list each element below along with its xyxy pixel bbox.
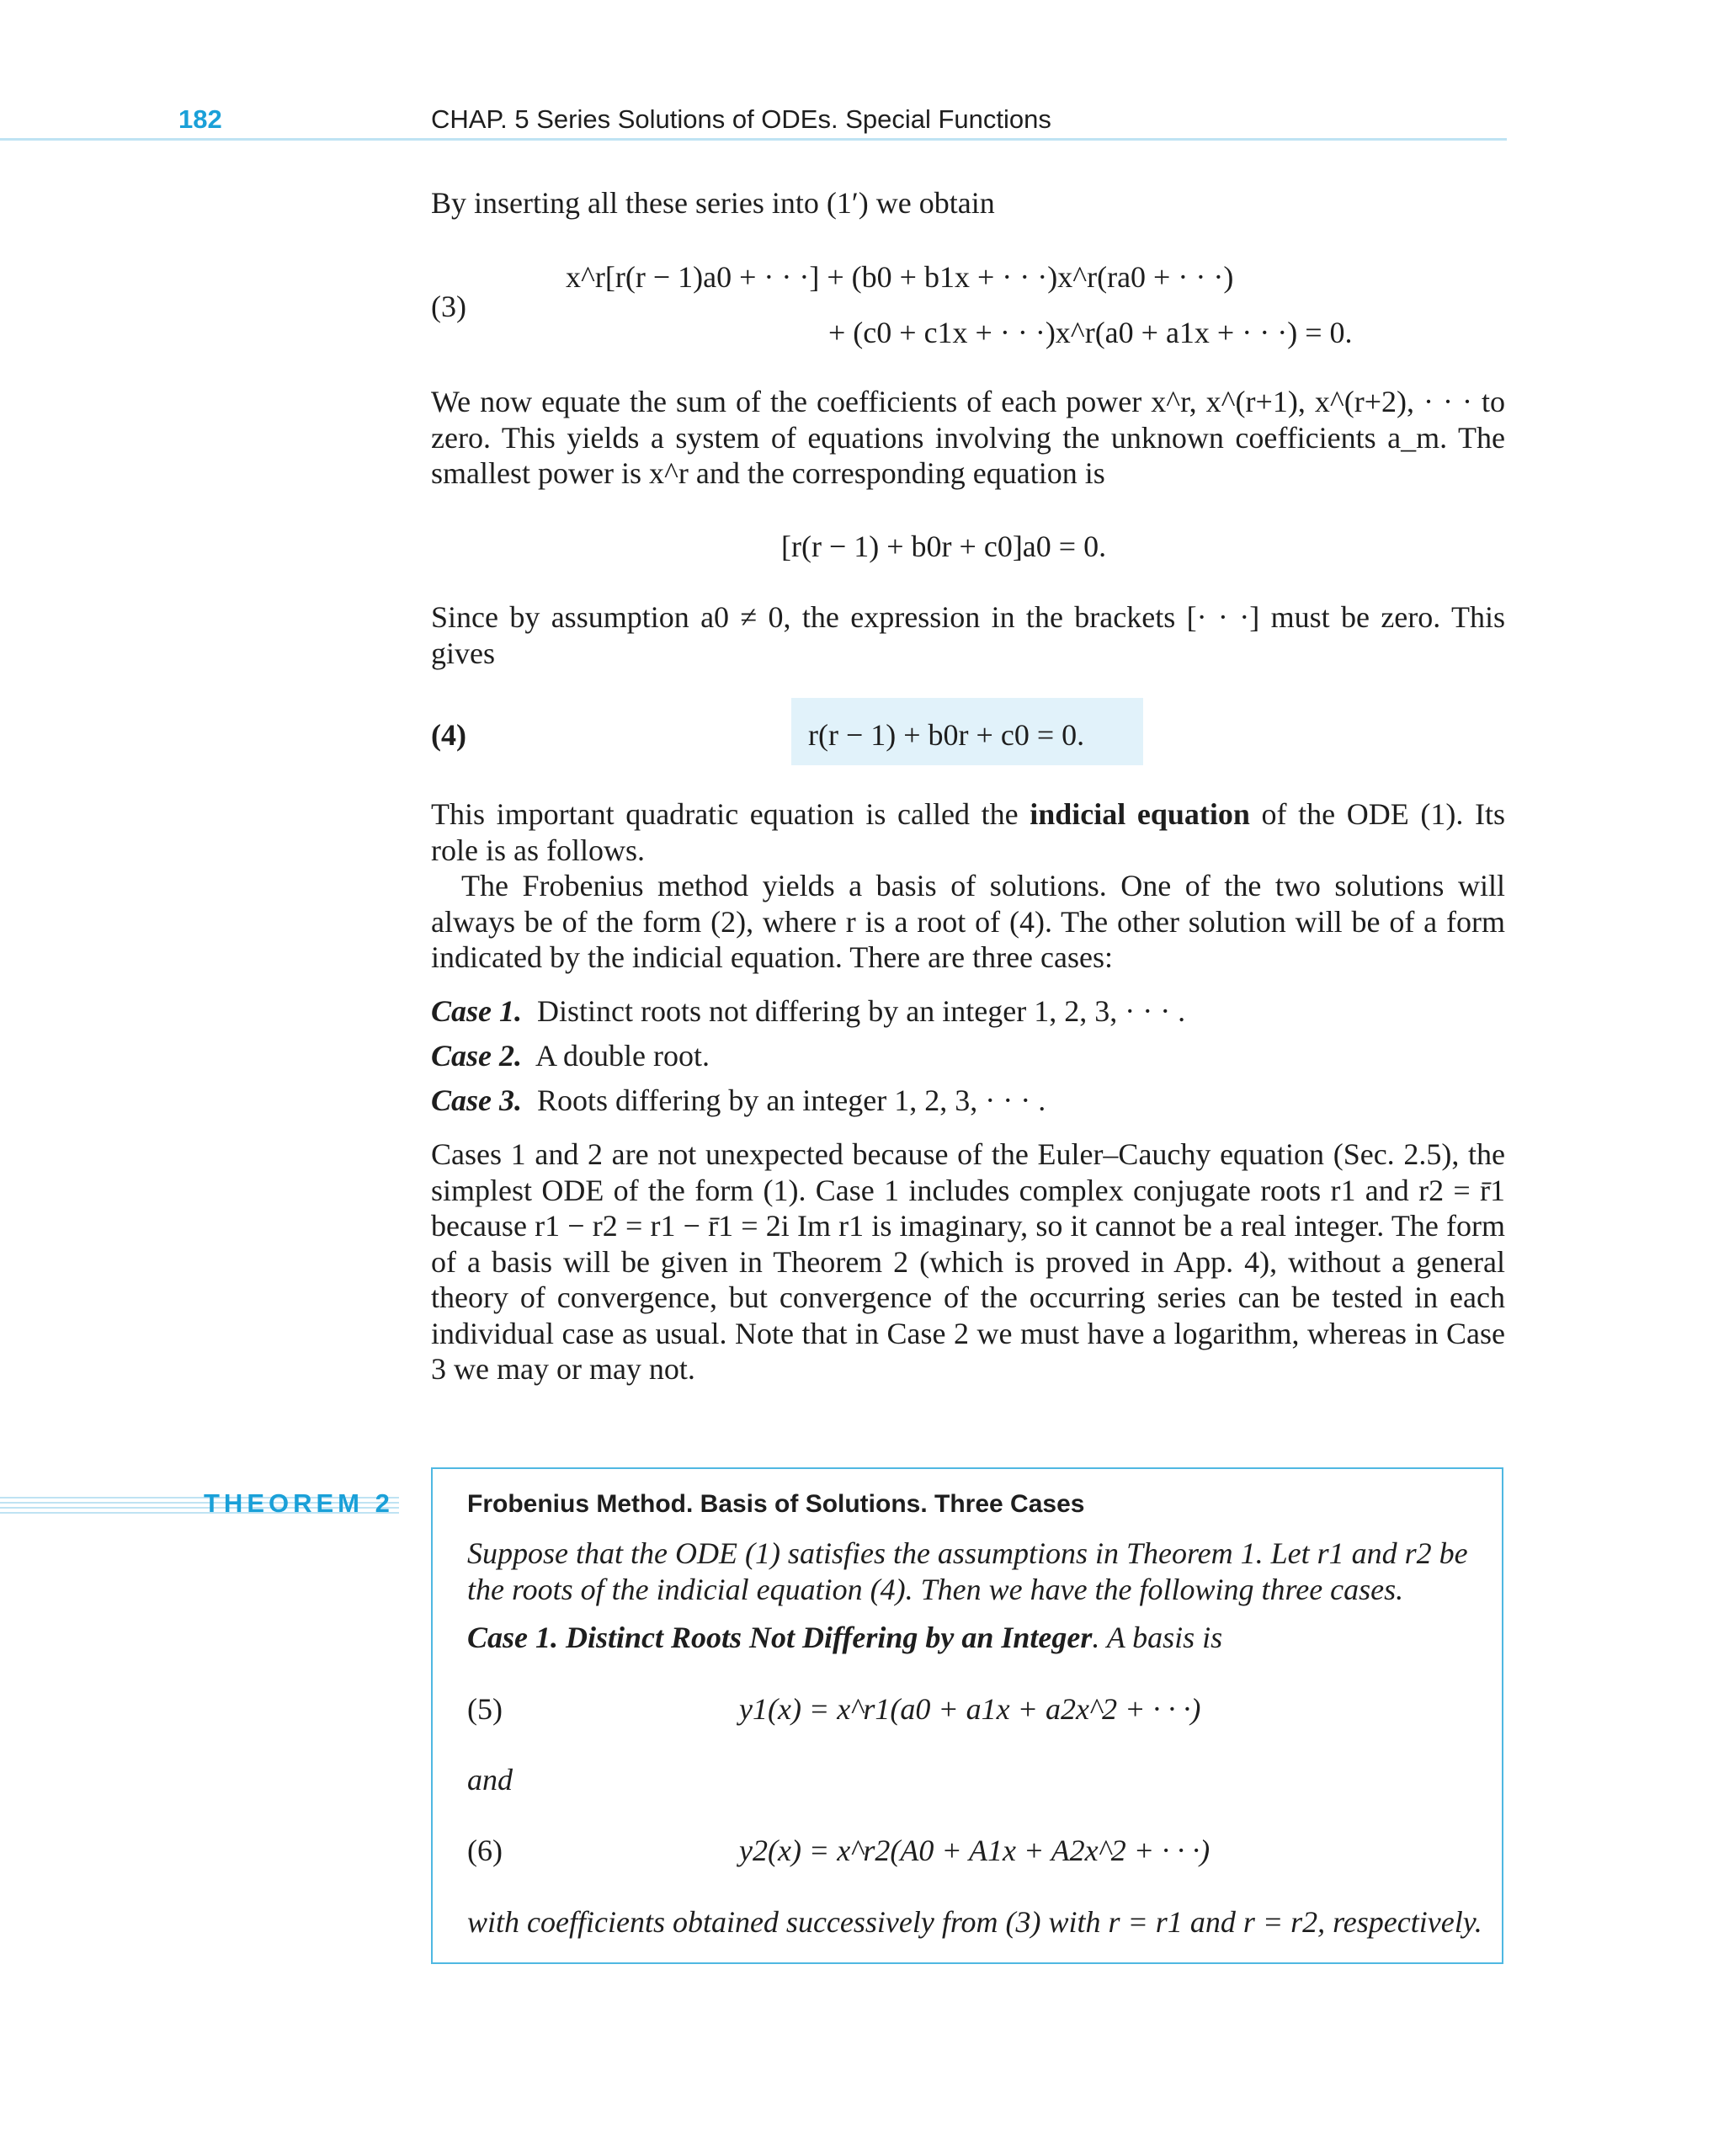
- equation-5: y1(x) = x^r1(a0 + a1x + a2x^2 + · · ·): [739, 1692, 1201, 1726]
- case-2-lead: Case 2.: [431, 1039, 522, 1073]
- theorem-label: THEOREM 2: [204, 1488, 394, 1518]
- running-head: CHAP. 5 Series Solutions of ODEs. Special Functions: [431, 104, 1051, 134]
- paragraph-equate: We now equate the sum of the coefficients of each power x^r, x^(r+1), x^(r+2), · · · to zero. This yields a system of equations involving the unknown coefficients a_m. The smallest power is x^r and the corresponding equation is: [431, 385, 1505, 490]
- case-3-lead: Case 3.: [431, 1083, 522, 1117]
- theorem-title: Frobenius Method. Basis of Solutions. Three Cases: [467, 1490, 1085, 1518]
- case-1-text: Distinct roots not differing by an integer 1, 2, 3, · · · .: [537, 994, 1186, 1028]
- indicial-text-after: of the ODE (1). Its role is as follows.: [431, 797, 1506, 867]
- case-1-line: [431, 993, 1185, 1029]
- paragraph-indicial: [431, 796, 1505, 868]
- paragraph-frobenius: The Frobenius method yields a basis of solutions. One of the two solutions will always be of the form (2), where r is a root of (4). The other solution will be of a form indicated by the indicial equation. There are three cases:: [431, 869, 1505, 974]
- paragraph-cases: Cases 1 and 2 are not unexpected because of the Euler–Cauchy equation (Sec. 2.5), the simplest ODE of the form (1). Case 1 includes complex conjugate roots r1 and r2 = r̄1 because r1 − r2 = r1 − r̄1 = 2i Im r1 is imaginary, so it cannot be a real integer. The form of a basis will be given in Theorem 2 (which is proved in App. 4), without a general theory of convergence, but convergence of the occurring series can be tested in each individual case as usual. Note that in Case 2 we must have a logarithm, whereas in Case 3 we may or may not.: [431, 1137, 1505, 1386]
- header-rule: [0, 138, 1507, 141]
- indicial-term: indicial equation: [1030, 797, 1250, 831]
- theorem-case-1-lead: Case 1.: [467, 1621, 558, 1654]
- theorem-case-1-text: . A basis is: [1092, 1621, 1223, 1654]
- equation-3-line-2: + (c0 + c1x + · · ·)x^r(a0 + a1x + · · ·) = 0.: [828, 316, 1353, 349]
- indicial-text-before: This important quadratic equation is called the: [431, 797, 1030, 831]
- theorem-and: and: [467, 1763, 513, 1797]
- equation-4: r(r − 1) + b0r + c0 = 0.: [808, 718, 1085, 752]
- equation-4-number: (4): [431, 718, 466, 752]
- equation-bracket: [r(r − 1) + b0r + c0]a0 = 0.: [781, 530, 1107, 563]
- case-1-lead: Case 1.: [431, 994, 522, 1028]
- case-2-text: A double root.: [535, 1039, 710, 1073]
- equation-6-number: (6): [467, 1834, 503, 1867]
- equation-6: y2(x) = x^r2(A0 + A1x + A2x^2 + · · ·): [739, 1834, 1211, 1867]
- intro-text: By inserting all these series into (1′) we obtain: [431, 186, 995, 220]
- equation-3-number: (3): [431, 290, 466, 323]
- equation-5-number: (5): [467, 1692, 503, 1726]
- page-number: 182: [178, 104, 222, 134]
- theorem-closing: with coefficients obtained successively from (3) with r = r1 and r = r2, respectively.: [467, 1905, 1482, 1939]
- paragraph-since: Since by assumption a0 ≠ 0, the expression in the brackets [· · ·] must be zero. This gives: [431, 600, 1505, 670]
- case-2-line: [431, 1038, 710, 1073]
- theorem-statement: Suppose that the ODE (1) satisfies the assumptions in Theorem 1. Let r1 and r2 be the roots of the indicial equation (4). Then we have the following three cases.: [467, 1536, 1468, 1606]
- equation-3-line-1: x^r[r(r − 1)a0 + · · ·] + (b0 + b1x + · · ·)x^r(ra0 + · · ·): [566, 260, 1234, 294]
- theorem-case-1-line: [467, 1620, 1222, 1655]
- case-3-line: [431, 1083, 1046, 1118]
- theorem-case-1-title: Distinct Roots Not Differing by an Integer: [566, 1621, 1093, 1654]
- case-3-text: Roots differing by an integer 1, 2, 3, · · · .: [537, 1083, 1046, 1117]
